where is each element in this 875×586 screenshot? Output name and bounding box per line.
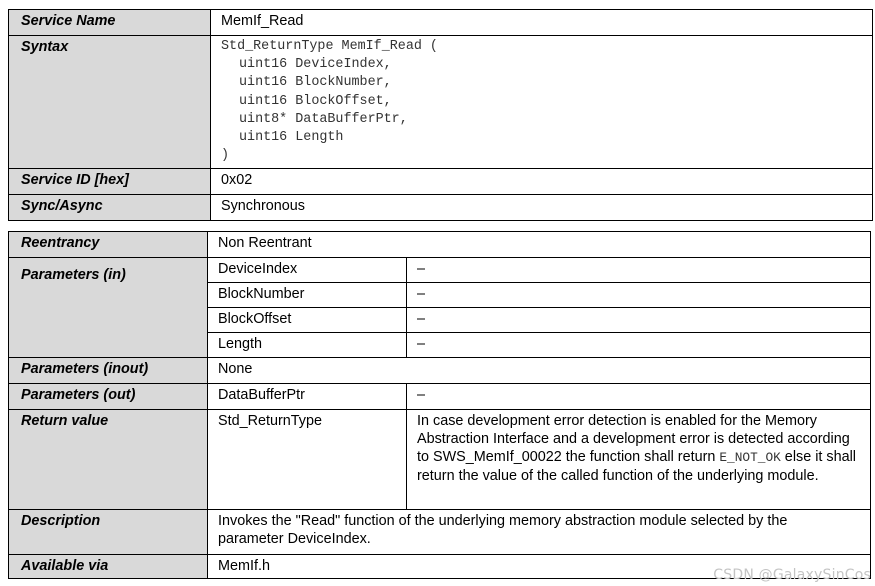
label-syntax: Syntax bbox=[9, 36, 211, 169]
service-spec-table-top bbox=[8, 9, 873, 221]
row-sync-async bbox=[9, 195, 873, 221]
return-type: Std_ReturnType bbox=[208, 410, 407, 510]
label-parameters-in-text: Parameters (in) bbox=[21, 267, 126, 283]
label-parameters-inout: Parameters (inout) bbox=[9, 358, 208, 384]
return-desc-text-after: else it shall return the value of the called function of the underlying module. bbox=[417, 449, 856, 484]
value-available-via: MemIf.h bbox=[208, 555, 871, 579]
syntax-line: uint16 Length bbox=[239, 130, 344, 146]
return-desc-text: In case development error detection is enabled for the Memory Abstraction Interface and a development error is detected according to SWS_MemIf_00022 the function shall return bbox=[417, 413, 850, 465]
label-return-value: Return value bbox=[9, 410, 208, 510]
value-parameters-inout: None bbox=[208, 358, 871, 384]
value-service-name: MemIf_Read bbox=[211, 10, 873, 36]
row-param-out bbox=[9, 384, 871, 410]
row-service-name bbox=[9, 10, 873, 36]
syntax-line: uint16 BlockOffset, bbox=[239, 93, 392, 109]
row-reentrancy bbox=[9, 232, 871, 258]
value-reentrancy: Non Reentrant bbox=[208, 232, 871, 258]
row-param-in bbox=[9, 258, 871, 283]
service-spec-table-bottom bbox=[8, 231, 871, 579]
value-service-id: 0x02 bbox=[211, 169, 873, 195]
label-available-via: Available via bbox=[9, 555, 208, 579]
row-syntax bbox=[9, 36, 873, 169]
param-out-name: DataBufferPtr bbox=[208, 384, 407, 410]
param-in-desc: – bbox=[407, 258, 871, 283]
label-parameters-in bbox=[9, 258, 208, 358]
label-service-id: Service ID [hex] bbox=[9, 169, 211, 195]
syntax-line: uint8* DataBufferPtr, bbox=[239, 111, 408, 127]
param-in-desc: – bbox=[407, 333, 871, 358]
param-in-name: BlockNumber bbox=[208, 283, 407, 308]
syntax-line: Std_ReturnType MemIf_Read ( bbox=[221, 39, 438, 54]
param-out-desc: – bbox=[407, 384, 871, 410]
return-desc-code: E_NOT_OK bbox=[719, 450, 781, 465]
param-in-name: DeviceIndex bbox=[208, 258, 407, 283]
param-in-desc: – bbox=[407, 283, 871, 308]
label-sync-async: Sync/Async bbox=[9, 195, 211, 221]
row-param-inout bbox=[9, 358, 871, 384]
label-service-name: Service Name bbox=[9, 10, 211, 36]
value-sync-async: Synchronous bbox=[211, 195, 873, 221]
value-description: Invokes the "Read" function of the underlying memory abstraction module selected by the parameter DeviceIndex. bbox=[208, 510, 871, 555]
param-in-name: Length bbox=[208, 333, 407, 358]
param-in-desc: – bbox=[407, 308, 871, 333]
row-service-id bbox=[9, 169, 873, 195]
syntax-line: uint16 DeviceIndex, bbox=[239, 57, 392, 73]
syntax-code bbox=[211, 36, 873, 169]
param-in-name: BlockOffset bbox=[208, 308, 407, 333]
label-description: Description bbox=[9, 510, 208, 555]
label-reentrancy: Reentrancy bbox=[9, 232, 208, 258]
syntax-line: uint16 BlockNumber, bbox=[239, 75, 392, 91]
row-description bbox=[9, 510, 871, 555]
return-description bbox=[407, 410, 871, 510]
row-return-value bbox=[9, 410, 871, 510]
label-parameters-out: Parameters (out) bbox=[9, 384, 208, 410]
watermark: CSDN @GalaxySinCos bbox=[713, 567, 871, 583]
syntax-line: ) bbox=[221, 148, 230, 164]
